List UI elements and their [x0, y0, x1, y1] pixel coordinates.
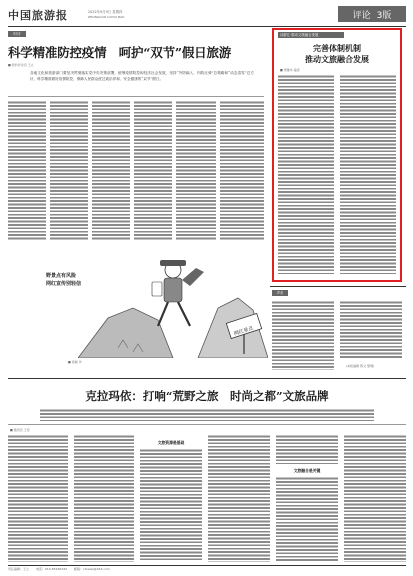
footer-line: [8, 567, 110, 571]
section-banner: [338, 6, 406, 22]
footer-phone: 电话：010-85166342: [35, 567, 68, 571]
cartoon-caption-2: 网红宣传别轻信: [46, 281, 82, 287]
top-story-headline: 科学精准防控疫情 呵护“双节”假日旅游: [8, 45, 232, 60]
lower-subhead-1: 文旅资源是基础: [140, 440, 202, 446]
cartoon-illustration: [78, 248, 268, 358]
mid-box-credit: (本报编辑 陈文 整理): [346, 364, 375, 368]
cartoon-caption-1: 野景点有风险: [46, 273, 77, 279]
cartoon-area: [8, 244, 268, 364]
top-story-divider: [8, 96, 264, 97]
commentary-headline-2: 推动文旅融合发展: [305, 54, 369, 64]
lower-story-byline: ■ 通讯员 王宏: [10, 428, 30, 432]
top-story-col-5: [176, 100, 216, 240]
top-story-col-6: [220, 100, 264, 240]
lower-story-divider: [8, 424, 406, 425]
footer-email: 邮箱：ctnews@163.com: [74, 567, 110, 571]
page-number: 3版: [376, 10, 392, 21]
lower-col-5a: [276, 434, 338, 464]
commentary-byline: ■ 周继华 编者: [280, 68, 300, 72]
date-line: 2022年9月9日 星期四: [88, 10, 123, 14]
section-name: 评论: [352, 10, 371, 21]
top-story-lead: 各地文化和旅游部门要坚决贯彻落实党中央决策部署，统筹疫情防控和经济社会发展，坚持“外防输入、内防反弹”总策略和“动态清零”总方针，科学精准做好疫情防控，保障人民群众度过欢乐祥和、安全健康的“双节”假日。: [30, 71, 254, 81]
top-story-tag: 时评: [8, 31, 26, 37]
mid-box-col-2: [340, 300, 402, 358]
mid-box-tag: 声音: [272, 290, 288, 296]
mid-box-col-1: [272, 300, 334, 370]
mid-rule: [270, 286, 406, 287]
lower-rule: [8, 378, 406, 379]
commentary-tag: 诗群汇·推动文旅融合发展: [278, 32, 344, 38]
commentary-headline-1: 完善体制机制: [313, 43, 361, 53]
lower-story-deck: [40, 408, 374, 421]
cartoon-credit: ■ 徐骏 作: [68, 360, 82, 364]
lower-col-3: [140, 448, 202, 562]
top-story-col-1: [8, 100, 46, 240]
masthead-rule: [8, 26, 406, 27]
footer-rule: [8, 565, 406, 566]
commentary-col-1: [278, 74, 334, 274]
top-story-col-4: [134, 100, 172, 240]
lower-col-6: [344, 434, 406, 562]
commentary-col-2: [340, 74, 396, 274]
cartoon-sign-label: 网红景点: [233, 325, 255, 338]
lower-col-4: [208, 434, 270, 562]
top-story-col-3: [92, 100, 130, 240]
lower-col-2: [74, 434, 134, 562]
lower-col-5b: [276, 476, 338, 562]
footer-editor: 责任编辑：王立: [8, 567, 30, 571]
paper-name: 中国旅游报: [8, 9, 68, 22]
pinyin-line: ZHONGGUO LUYOU BAO: [88, 15, 125, 19]
lower-story-headline: 克拉玛依：打响“荒野之旅 时尚之都”文旅品牌: [85, 389, 329, 403]
masthead: [8, 6, 406, 26]
top-story-byline: ■ 特约评论员 王立: [8, 63, 34, 67]
lower-subhead-2: 文旅融合是关键: [293, 468, 321, 473]
top-story-col-2: [50, 100, 88, 240]
lower-col-1: [8, 434, 68, 562]
